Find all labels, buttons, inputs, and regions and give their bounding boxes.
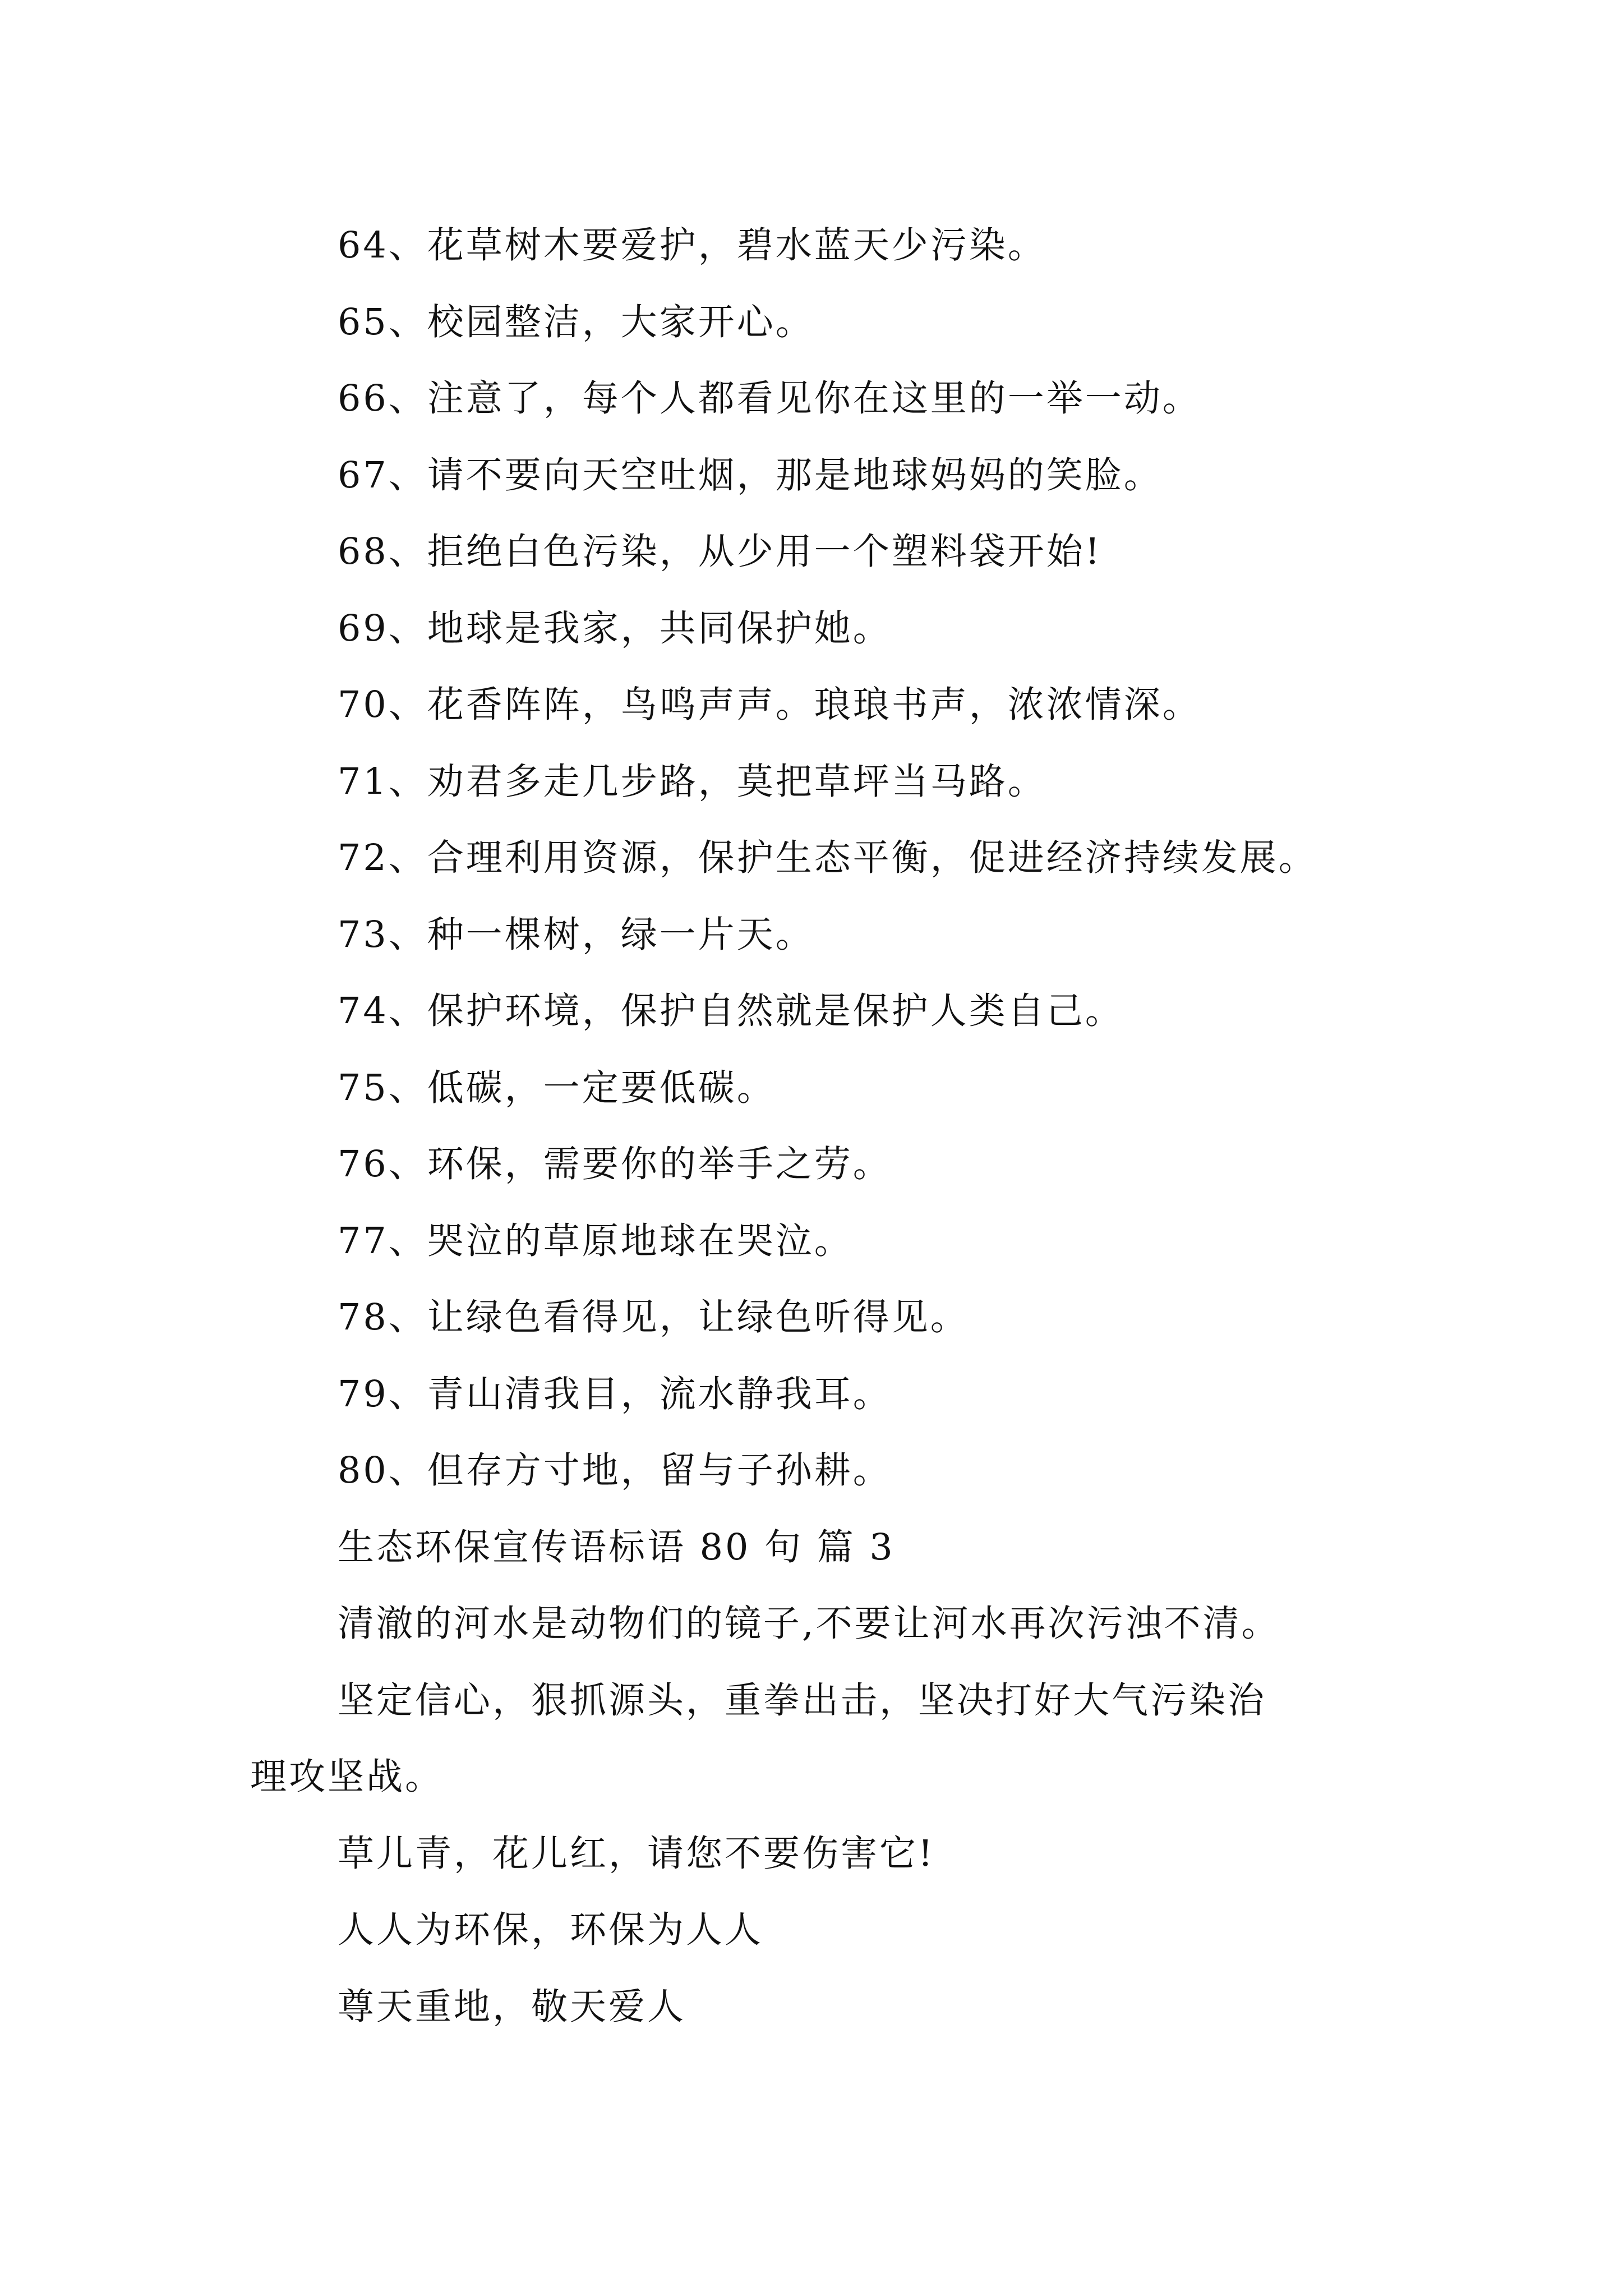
list-item: 79、青山清我目，流水静我耳。 [338,1373,892,1415]
paragraph-continuation: 理攻坚战。 [250,1756,444,1798]
document-body [250,208,1417,2045]
paragraph: 草儿青，花儿红，请您不要伤害它! [338,1832,935,1875]
list-item: 70、花香阵阵，鸟鸣声声。琅琅书声，浓浓情深。 [338,684,1201,726]
list-item: 64、花草树木要爱护，碧水蓝天少污染。 [338,224,1046,266]
list-item: 68、拒绝白色污染，从少用一个塑料袋开始! [338,531,1102,573]
list-item: 73、种一棵树，绿一片天。 [338,913,814,956]
list-item: 65、校园整洁，大家开心。 [338,301,814,343]
list-item: 76、环保，需要你的举手之劳。 [338,1143,892,1185]
paragraph: 人人为环保，环保为人人 [338,1909,764,1951]
list-item: 78、让绿色看得见，让绿色听得见。 [338,1296,969,1338]
list-item: 80、但存方寸地，留与子孙耕。 [338,1450,892,1492]
list-item: 77、哭泣的草原地球在哭泣。 [338,1220,853,1262]
slogan-list [250,208,1417,1510]
list-item: 72、合理利用资源，保护生态平衡，促进经济持续发展。 [338,837,1317,879]
paragraph: 清澈的河水是动物们的镜子,不要让河水再次污浊不清。 [338,1603,1280,1645]
list-item: 74、保护环境，保护自然就是保护人类自己。 [338,990,1124,1032]
list-item: 67、请不要向天空吐烟，那是地球妈妈的笑脸。 [338,454,1163,496]
list-item: 71、劝君多走几步路，莫把草坪当马路。 [338,760,1046,803]
list-item: 69、地球是我家，共同保护她。 [338,607,892,650]
section-heading: 生态环保宣传语标语 80 句 篇 3 [338,1526,895,1568]
list-item: 66、注意了，每个人都看见你在这里的一举一动。 [338,378,1201,420]
paragraph: 尊天重地，敬天爱人 [338,1985,686,2028]
paragraph: 坚定信心，狠抓源头，重拳出击，坚决打好大气污染治 [338,1679,1267,1722]
list-item: 75、低碳，一定要低碳。 [338,1066,776,1109]
